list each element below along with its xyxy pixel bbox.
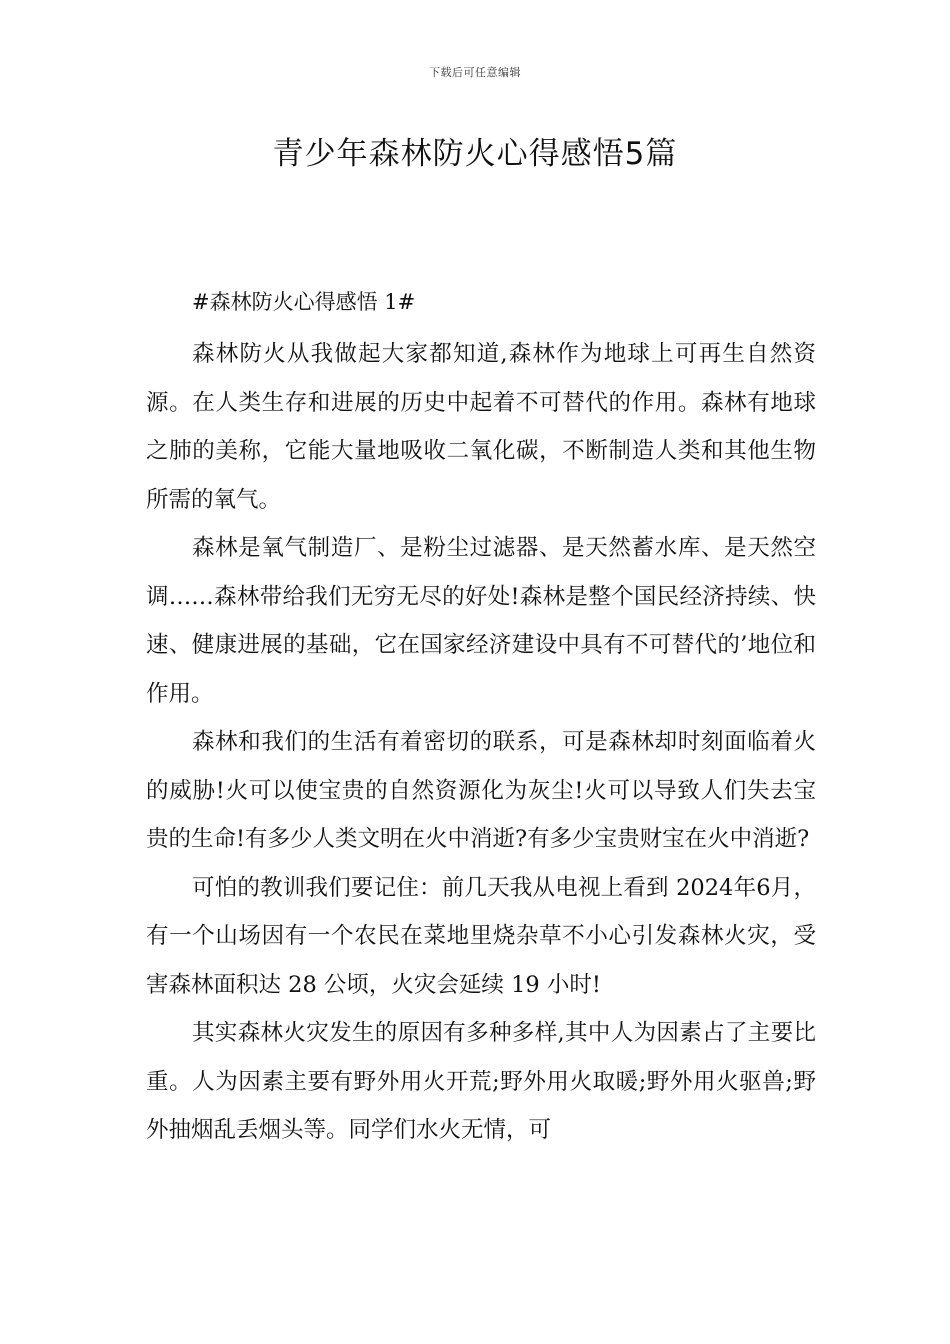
paragraph-2: 森林是氧气制造厂、是粉尘过滤器、是天然蓄水库、是天然空调……森林带给我们无穷无尽的好处!森林是整个国民经济持续、快速、健康进展的基础，它在国家经济建设中具有不可替代的’地位和作用。 [146, 535, 816, 707]
section-heading: #森林防火心得感悟 1# [192, 290, 416, 314]
paragraph-5: 其实森林火灾发生的原因有多种多样,其中人为因素占了主要比重。人为因素主要有野外用火开荒;野外用火取暖;野外用火驱兽;野外抽烟乱丢烟头等。同学们水火无情，可 [146, 1020, 816, 1143]
document-title: 青少年森林防火心得感悟5篇 [272, 136, 678, 172]
paragraph-3: 森林和我们的生活有着密切的联系，可是森林却时刻面临着火的威胁!火可以使宝贵的自然资源化为灰尘!火可以导致人们失去宝贵的生命!有多少人类文明在火中消逝?有多少宝贵财宝在火中消逝? [146, 729, 816, 852]
paragraph-1: 森林防火从我做起大家都知道,森林作为地球上可再生自然资源。在人类生存和进展的历史中起着不可替代的作用。森林有地球之肺的美称，它能大量地吸收二氧化碳，不断制造人类和其他生物所需的氧气。 [146, 341, 816, 513]
document-body [146, 282, 816, 1155]
paragraph-4: 可怕的教训我们要记住：前几天我从电视上看到 2024年6月，有一个山场因有一个农民在菜地里烧杂草不小心引发森林火灾，受害森林面积达 28 公顷，火灾会延续 19 小时! [146, 874, 816, 998]
page-header-note: 下载后可任意编辑 [429, 66, 521, 79]
